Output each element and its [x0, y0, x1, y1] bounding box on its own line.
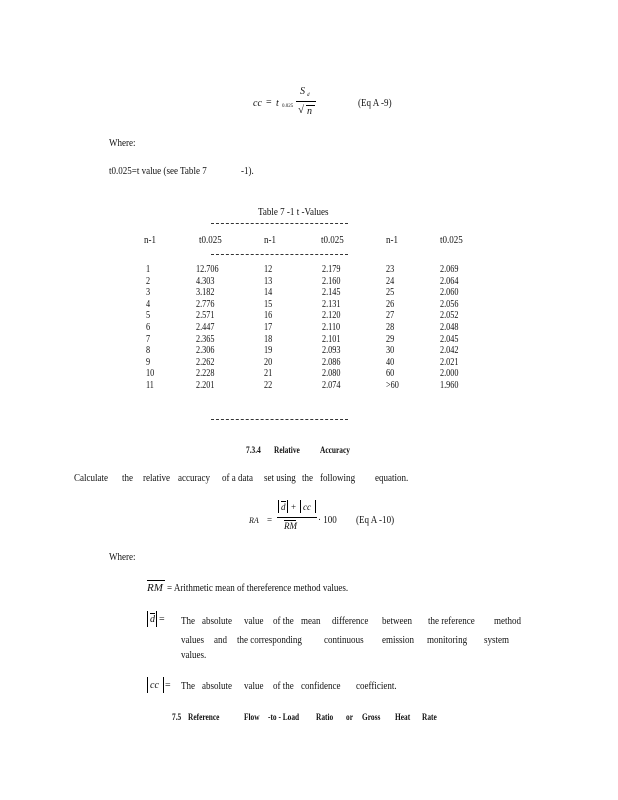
eq10-cc: cc [303, 502, 311, 512]
table-cell: 2.131 [322, 298, 341, 310]
table-cell: 2.145 [322, 287, 341, 299]
table-cell: 2.201 [196, 379, 215, 391]
table-cell: 19 [264, 345, 273, 357]
table-cell: 11 [146, 379, 154, 391]
table-cell: 2.000 [440, 368, 459, 380]
eq9-denominator: n [307, 106, 312, 117]
table-title: Table 7 -1 t -Values [258, 206, 329, 218]
table-cell: 3 [146, 287, 151, 299]
table-cell: 14 [264, 287, 273, 299]
table-cell: 2.110 [322, 321, 341, 333]
table-cell: 5 [146, 310, 151, 322]
header-n1-col2: n-1 [264, 234, 277, 246]
definition-word: The [181, 680, 196, 692]
rm-definition: = Arithmetic mean of thereference method values. [167, 582, 349, 594]
table-cell: 2.021 [440, 356, 459, 368]
table-rule-header [211, 254, 348, 255]
column-n1-group3 [386, 264, 399, 392]
column-t-group1 [196, 264, 219, 392]
table-cell: 21 [264, 368, 273, 380]
table-cell: 2.101 [322, 333, 341, 345]
eq9-equals: = [266, 97, 272, 108]
definition-word: between [382, 615, 413, 627]
definition-word: and [214, 634, 228, 646]
definition-word: of the [273, 615, 294, 627]
section-word: Relative [274, 445, 300, 455]
section-word: Gross [362, 712, 381, 722]
header-n1-col3: n-1 [386, 234, 399, 246]
definition-word: mean [301, 615, 321, 627]
eq10-plus: + [291, 502, 297, 512]
definition-word: absolute [202, 615, 233, 627]
definition-word: confidence [301, 680, 341, 692]
table-cell: 6 [146, 321, 151, 333]
table-cell: 1 [146, 264, 151, 275]
table-cell: 27 [386, 310, 395, 322]
table-cell: 8 [146, 345, 151, 357]
table-rule-bottom [211, 419, 348, 420]
section-word: Ratio [316, 712, 334, 722]
table-cell: 12.706 [196, 264, 219, 275]
sqrt-icon: √ [298, 104, 305, 116]
table-cell: 2.093 [322, 345, 341, 357]
where-label-1: Where: [109, 137, 136, 149]
section-number: 7.3.4 [246, 445, 261, 455]
table-cell: 2.571 [196, 310, 215, 322]
table-cell: 40 [386, 356, 395, 368]
header-t-col3: t0.025 [440, 234, 463, 246]
table-cell: 26 [386, 298, 395, 310]
table-cell: 12 [264, 264, 273, 275]
table-cell: 24 [386, 275, 395, 287]
d-equals: = [159, 614, 165, 625]
table-cell: 22 [264, 379, 273, 391]
table-cell: 2.365 [196, 333, 215, 345]
table-cell: 2.056 [440, 298, 459, 310]
table-cell: 2.086 [322, 356, 341, 368]
eq10-equals: = [267, 515, 273, 525]
d-symbol: d [150, 614, 155, 625]
table-cell: 16 [264, 310, 273, 322]
table-cell: 2.179 [322, 264, 341, 275]
table-cell: 2.160 [322, 275, 341, 287]
eq10-abs-bar [287, 500, 288, 513]
d-abs-bar [147, 611, 148, 627]
eq9-numerator: S [300, 86, 305, 97]
sentence-word: following [320, 472, 356, 484]
table-cell: 2.042 [440, 345, 459, 357]
table-rule-top [211, 223, 348, 224]
table-cell: 2.776 [196, 298, 215, 310]
header-t-col2: t0.025 [321, 234, 344, 246]
eq9-t-subscript: 0.025 [282, 104, 294, 109]
table-cell: 1.960 [440, 379, 459, 391]
section-word: -to - Load [268, 712, 300, 722]
table-cell: 2.262 [196, 356, 215, 368]
column-n1-group1 [146, 264, 154, 392]
table-cell: 2.074 [322, 379, 341, 391]
sentence-word: the [302, 472, 314, 484]
eq10-lhs: RA [249, 516, 259, 525]
table-cell: 2.228 [196, 368, 215, 380]
rm-symbol: RM [147, 582, 163, 594]
eq10-fraction-bar [277, 517, 317, 518]
section-number: 7.5 [172, 712, 182, 722]
definition-word: value [244, 680, 264, 692]
eq9-label: (Eq A -9) [358, 97, 392, 109]
table-cell: 17 [264, 321, 273, 333]
section-word: Reference [188, 712, 220, 722]
definition-word: continuous [324, 634, 364, 646]
definition-word: The [181, 615, 196, 627]
sentence-word: set using [264, 472, 296, 484]
definition-word: value [244, 615, 264, 627]
t-definition-ref: -1). [241, 165, 254, 177]
table-cell: 9 [146, 356, 151, 368]
definition-word: values [181, 634, 205, 646]
t-definition-text: t0.025=t value (see Table 7 [109, 165, 207, 177]
eq10-d: d [281, 502, 286, 512]
eq9-numerator-subscript: d [307, 93, 310, 98]
table-cell: 2.052 [440, 310, 459, 322]
header-n1-col1: n-1 [144, 234, 157, 246]
definition-word: absolute [202, 680, 233, 692]
eq9-fraction-bar [296, 101, 316, 102]
eq10-abs-bar [315, 500, 316, 513]
table-cell: >60 [386, 379, 399, 391]
section-word: Flow [244, 712, 260, 722]
sentence-word: relative [143, 472, 171, 484]
sentence-word: the [122, 472, 134, 484]
table-cell: 30 [386, 345, 395, 357]
eq10-abs-bar [300, 500, 301, 513]
table-cell: 18 [264, 333, 273, 345]
definition-word: difference [332, 615, 369, 627]
section-word: Heat [395, 712, 411, 722]
section-word: Rate [422, 712, 437, 722]
table-cell: 2.060 [440, 287, 459, 299]
table-cell: 15 [264, 298, 273, 310]
eq9-t-symbol: t [276, 98, 279, 109]
table-cell: 10 [146, 368, 155, 380]
table-cell: 2.120 [322, 310, 341, 322]
table-cell: 2.048 [440, 321, 459, 333]
cc-abs-bar [147, 677, 148, 693]
definition-word: method [494, 615, 522, 627]
table-cell: 60 [386, 368, 395, 380]
eq10-denominator: RM [284, 521, 297, 531]
cc-abs-bar [163, 677, 164, 693]
definition-word: the reference [428, 615, 475, 627]
table-cell: 2.045 [440, 333, 459, 345]
eq10-abs-bar [278, 500, 279, 513]
column-n1-group2 [264, 264, 272, 392]
where-label-2: Where: [109, 551, 136, 563]
table-cell: 28 [386, 321, 395, 333]
table-cell: 4.303 [196, 275, 215, 287]
table-cell: 3.182 [196, 287, 215, 299]
table-cell: 2.069 [440, 264, 459, 275]
table-cell: 20 [264, 356, 273, 368]
sentence-word: of a data [222, 472, 254, 484]
table-cell: 25 [386, 287, 395, 299]
eq10-times-100: · 100 [318, 514, 337, 526]
table-cell: 2 [146, 275, 151, 287]
d-abs-bar [156, 611, 157, 627]
cc-symbol: cc [150, 680, 159, 691]
table-cell: 2.064 [440, 275, 459, 287]
table-cell: 7 [146, 333, 151, 345]
column-t-group2 [322, 264, 340, 392]
eq9-lhs: cc [253, 98, 262, 109]
table-cell: 29 [386, 333, 395, 345]
definition-word: the corresponding [237, 634, 302, 646]
definition-word: of the [273, 680, 294, 692]
sentence-word: Calculate [74, 472, 109, 484]
eq10-label: (Eq A -10) [356, 514, 395, 526]
section-word: or [346, 712, 353, 722]
table-cell: 23 [386, 264, 395, 275]
table-cell: 2.447 [196, 321, 215, 333]
definition-word: monitoring [427, 634, 468, 646]
table-cell: 13 [264, 275, 273, 287]
cc-equals: = [165, 680, 171, 691]
header-t-col1: t0.025 [199, 234, 222, 246]
definition-word: emission [382, 634, 415, 646]
definition-word: coefficient. [356, 680, 397, 692]
definition-word: system [484, 634, 510, 646]
d-definition-line3: values. [181, 649, 207, 661]
sentence-word: accuracy [178, 472, 211, 484]
table-cell: 2.080 [322, 368, 341, 380]
column-t-group3 [440, 264, 458, 392]
sentence-word: equation. [375, 472, 409, 484]
section-word: Accuracy [320, 445, 350, 455]
table-cell: 2.306 [196, 345, 215, 357]
table-cell: 4 [146, 298, 151, 310]
rm-overbar [147, 580, 165, 581]
